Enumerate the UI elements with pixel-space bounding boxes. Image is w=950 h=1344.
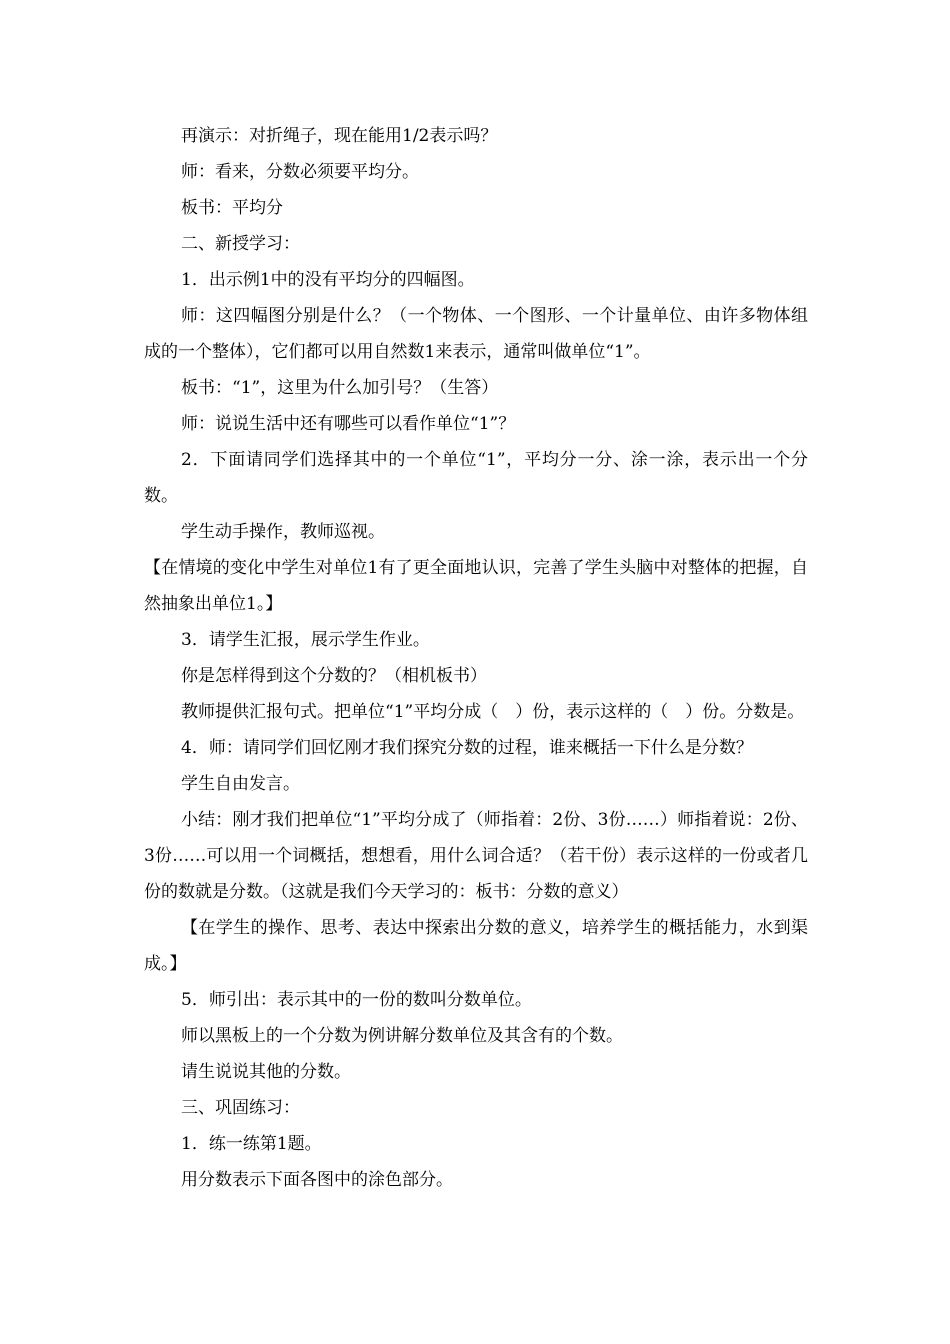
paragraph: 师：这四幅图分别是什么？（一个物体、一个图形、一个计量单位、由许多物体组成的一个整体），它们都可以用自然数1来表示，通常叫做单位“1”。 — [144, 306, 808, 362]
paragraph: 请生说说其他的分数。 — [181, 1062, 351, 1082]
paragraph: 二、新授学习： — [181, 234, 300, 254]
paragraph: 师：看来，分数必须要平均分。 — [181, 162, 419, 182]
paragraph: 板书：“1”，这里为什么加引号？（生答） — [181, 378, 499, 398]
paragraph: 三、巩固练习： — [181, 1098, 300, 1118]
paragraph: 学生自由发言。 — [181, 774, 300, 794]
paragraph: 用分数表示下面各图中的涂色部分。 — [181, 1170, 453, 1190]
paragraph: 【在学生的操作、思考、表达中探索出分数的意义，培养学生的概括能力，水到渠成。】 — [144, 918, 808, 974]
paragraph: 教师提供汇报句式。把单位“1”平均分成（ ）份，表示这样的（ ）份。分数是。 — [181, 702, 805, 722]
paragraph: 5．师引出：表示其中的一份的数叫分数单位。 — [181, 990, 532, 1010]
paragraph: 小结：刚才我们把单位“1”平均分成了（师指着：2份、3份……）师指着说：2份、3份……可以用一个词概括，想想看，用什么词合适？（若干份）表示这样的一份或者几份的数就是分数。（这就是我们今天学习的：板书：分数的意义） — [144, 810, 808, 902]
paragraph: 2．下面请同学们选择其中的一个单位“1”，平均分一分、涂一涂，表示出一个分数。 — [144, 450, 808, 506]
paragraph: 3．请学生汇报，展示学生作业。 — [181, 630, 430, 650]
paragraph: 师：说说生活中还有哪些可以看作单位“1”？ — [181, 414, 516, 434]
document-body — [144, 118, 808, 1198]
paragraph: 再演示：对折绳子，现在能用1/2表示吗？ — [181, 126, 498, 146]
paragraph: 1．练一练第1题。 — [181, 1134, 322, 1154]
paragraph: 你是怎样得到这个分数的？（相机板书） — [181, 666, 487, 686]
paragraph: 学生动手操作，教师巡视。 — [181, 522, 385, 542]
paragraph: 师以黑板上的一个分数为例讲解分数单位及其含有的个数。 — [181, 1026, 623, 1046]
paragraph: 【在情境的变化中学生对单位1有了更全面地认识，完善了学生头脑中对整体的把握，自然抽象出单位1。】 — [144, 558, 808, 614]
paragraph: 板书：平均分 — [181, 198, 283, 218]
paragraph: 1．出示例1中的没有平均分的四幅图。 — [181, 270, 475, 290]
paragraph: 4．师：请同学们回忆刚才我们探究分数的过程，谁来概括一下什么是分数？ — [181, 738, 753, 758]
